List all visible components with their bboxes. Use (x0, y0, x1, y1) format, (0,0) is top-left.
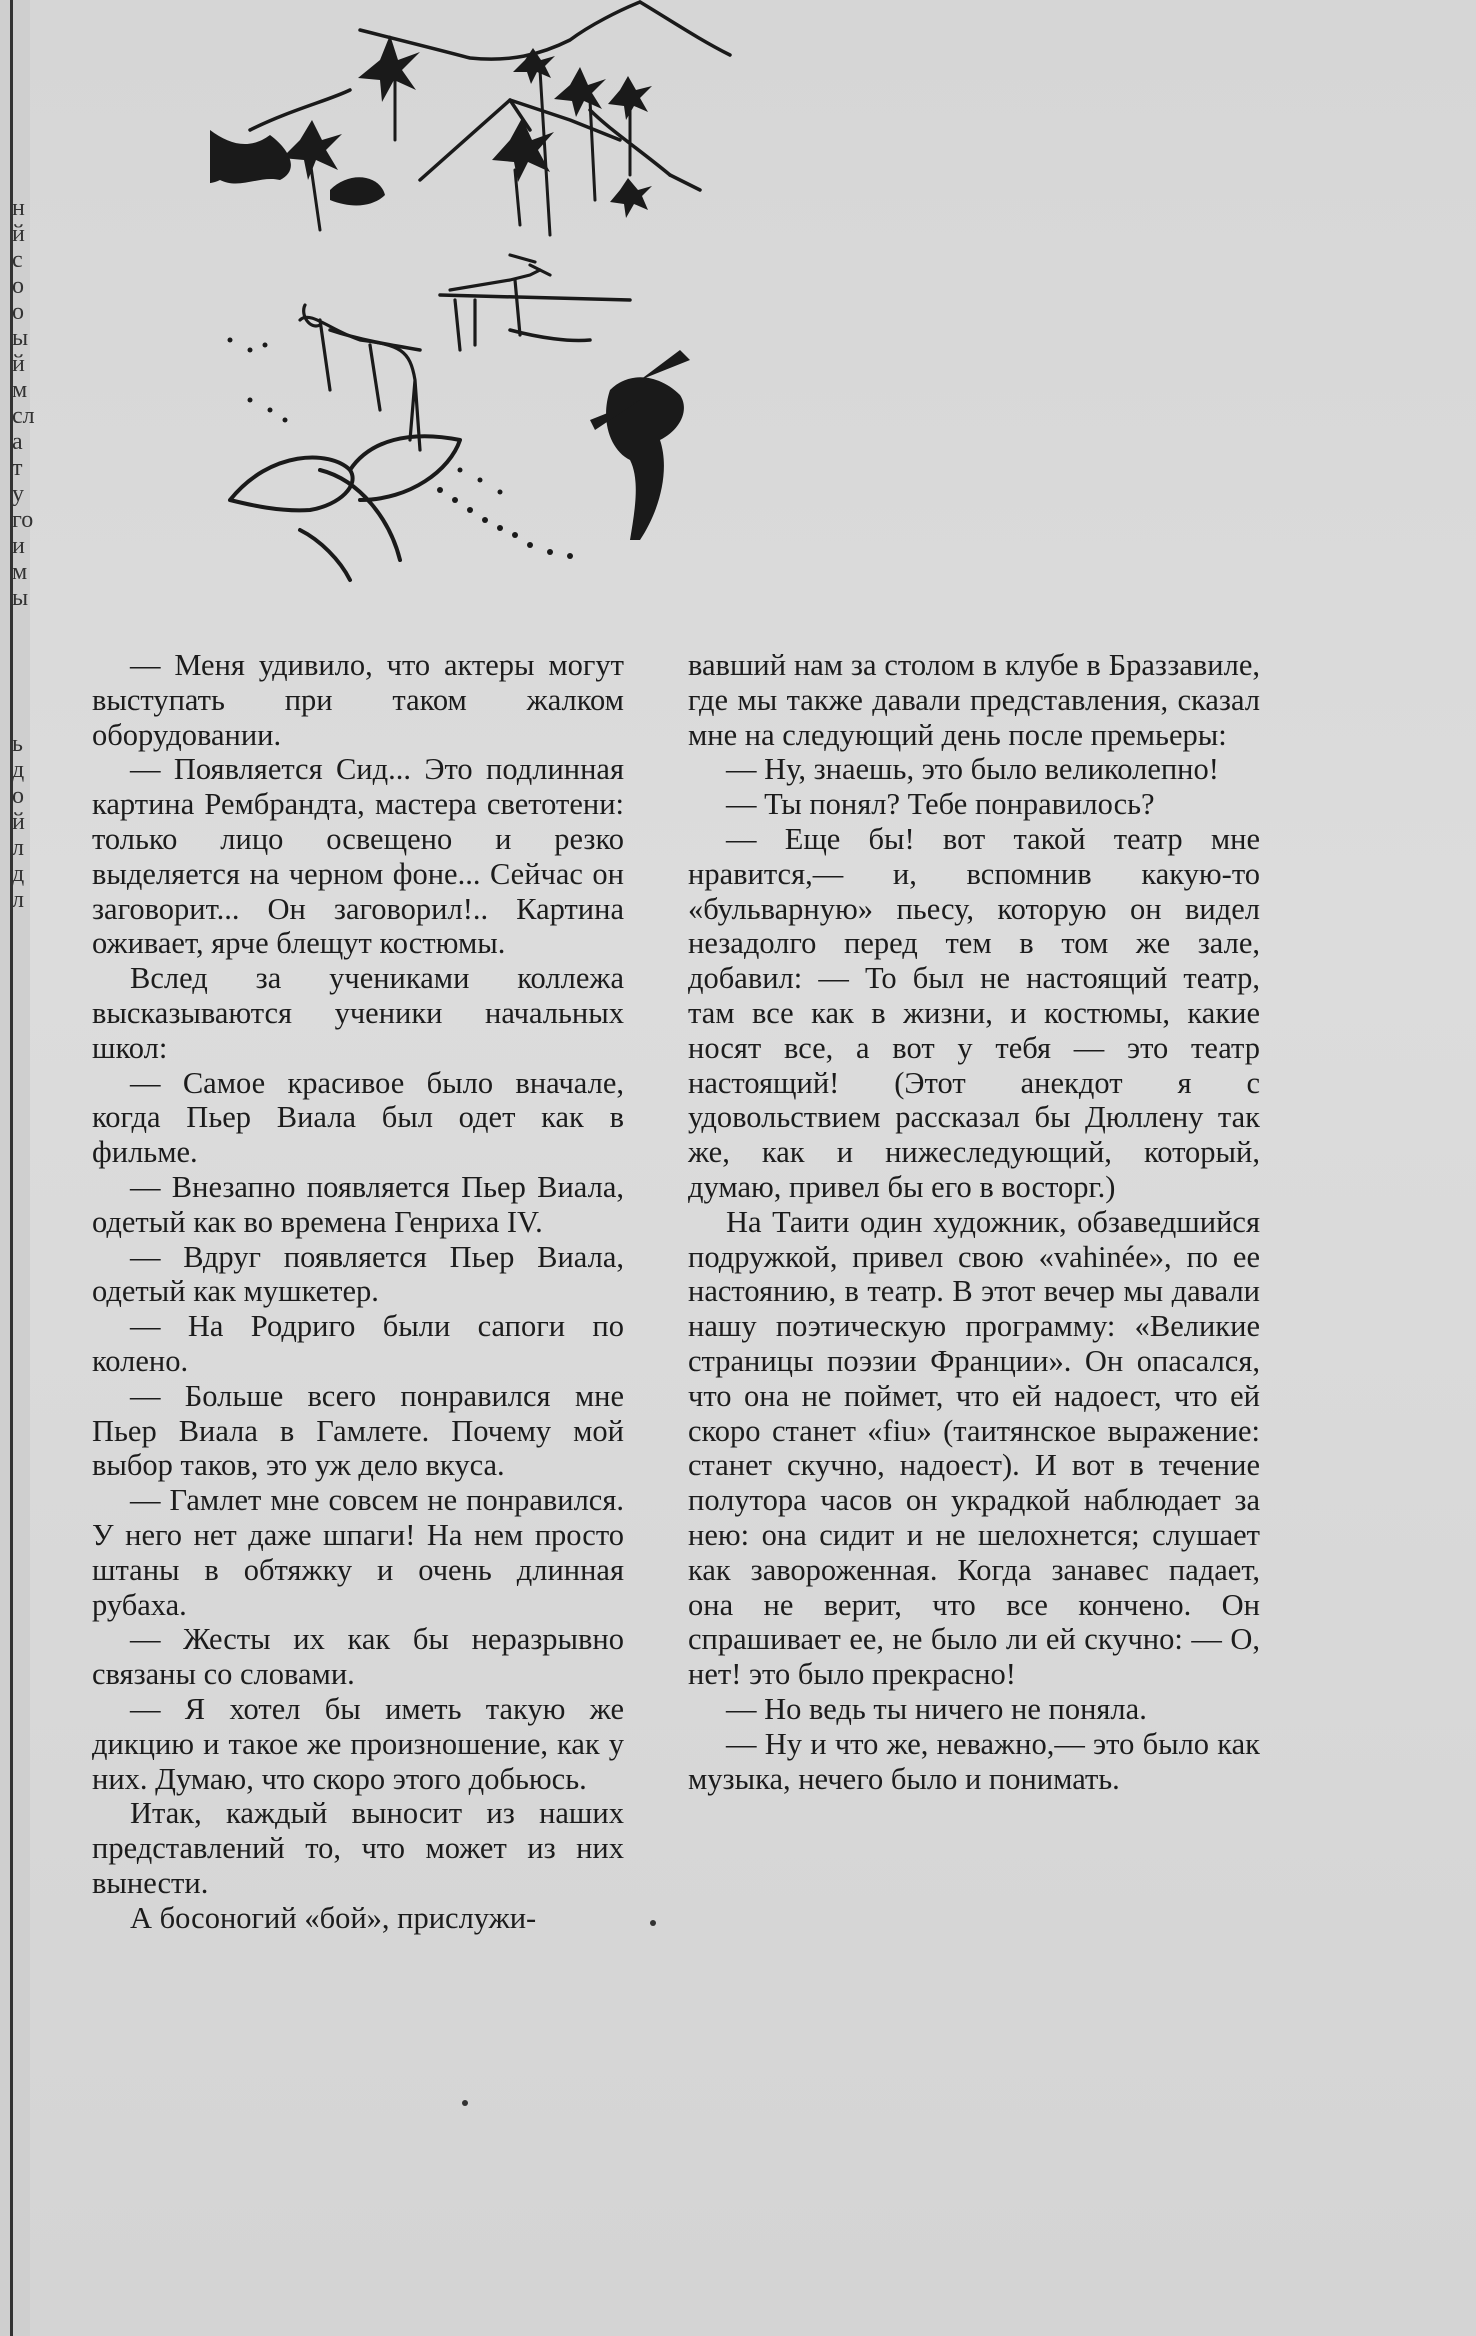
paragraph: — Гамлет мне совсем не понравился. У него нет даже шпаги! На нем просто штаны в обтяжку и очень длинная рубаха. (92, 1483, 624, 1622)
edge-fragment-char: м (12, 377, 28, 403)
edge-fragment-char: л (12, 887, 24, 913)
edge-fragment-char: й (12, 809, 25, 835)
edge-fragment-char: у (12, 481, 24, 507)
paragraph: — На Родриго были сапоги по колено. (92, 1309, 624, 1378)
left-text-column (92, 648, 624, 1935)
paragraph: — Но ведь ты ничего не поняла. (726, 1691, 1147, 1726)
edge-fragment-char: н (12, 195, 25, 221)
paragraph: — Внезапно появляется Пьер Виала, одетый как во времена Генриха IV. (92, 1169, 624, 1239)
paragraph: — Жесты их как бы неразрывно связаны со словами. (92, 1622, 624, 1692)
print-speck (462, 2100, 468, 2106)
paragraph: Итак, каждый выносит из наших представлений то, что может из них вынести. (92, 1796, 624, 1900)
edge-fragment-char: о (12, 273, 24, 299)
paragraph: — Ты понял? Тебе понравилось? (726, 787, 1155, 822)
edge-fragment-char: й (12, 351, 25, 377)
edge-fragment-char: сл (12, 403, 35, 429)
paragraph: — Больше всего понравился мне Пьер Виала в Гамлете. Почему мой выбор таков, это уж дело вкуса. (92, 1378, 624, 1483)
edge-fragment-char: ь (12, 731, 23, 757)
edge-fragment-char: т (12, 455, 23, 481)
paragraph: А босоногий «бой», прислужи- (130, 1900, 537, 1935)
edge-fragment-char: м (12, 559, 28, 585)
edge-fragment-char: д (12, 861, 25, 887)
paragraph: На Таити один художник, обзаведшийся подружкой, привел свою «vahinée», по ее настоянию, в театр. В этот вечер мы давали нашу поэтическую программу: «Великие страницы поэзии Франции». Он опасался, что она не поймет, что ей надоест, что ей скоро станет «fiu» (таитянское выражение: станет скучно, надоест). И вот в течение полутора часов он украдкой наблюдает за нею: она сидит и не шелохнется; слушает как завороженная. Когда занавес падает, она не верит, что все кончено. Он спрашивает ее, не было ли ей скучно: — О, нет! это было прекрасно! (688, 1204, 1260, 1692)
adjacent-page-text-fragment (12, 195, 34, 913)
edge-fragment-char: о (12, 783, 24, 809)
edge-fragment-char: го (12, 507, 34, 533)
paragraph: — Еще бы! вот такой театр мне нравится,— и, вспомнив какую-то «бульварную» пьесу, которую он видел незадолго перед тем в том же зале, добавил: — То был не настоящий театр, там все как в жизни, и костюмы, какие носят все, а вот у тебя — это театр настоящий! (Этот анекдот я с удовольствием рассказал бы Дюллену так же, как и нижеследующий, который, думаю, привел бы его в восторг.) (688, 821, 1260, 1204)
paragraph: — Самое красивое было вначале, когда Пьер Виала был одет как в фильме. (92, 1065, 624, 1170)
paragraph: вавший нам за столом в клубе в Браззавиле, где мы также давали представления, сказал мне на следующий день после премьеры: (688, 648, 1260, 752)
edge-fragment-char: ы (12, 325, 29, 351)
edge-fragment-char: с (12, 247, 23, 273)
print-speck (650, 1920, 656, 1926)
edge-fragment-char: ы (12, 585, 29, 611)
tahiti-landscape-sketch-icon (210, 0, 1130, 600)
right-text-column (688, 648, 1260, 1796)
paragraph: Вслед за учениками коллежа высказываются ученики начальных школ: (92, 961, 624, 1065)
edge-fragment-char: й (12, 221, 25, 247)
paragraph: — Ну, знаешь, это было великолепно! (726, 752, 1219, 787)
edge-fragment-char: а (12, 429, 23, 455)
edge-fragment-char: л (12, 835, 24, 861)
paragraph: — Я хотел бы иметь такую же дикцию и такое же произношение, как у них. Думаю, что скоро этого добьюсь. (92, 1691, 624, 1796)
edge-fragment-char: д (12, 757, 25, 783)
edge-fragment-char: и (12, 533, 25, 559)
paragraph: — Меня удивило, что актеры могут выступать при таком жалком оборудовании. (92, 648, 624, 752)
paragraph: — Ну и что же, неважно,— это было как музыка, нечего было и понимать. (688, 1726, 1260, 1796)
paragraph: — Появляется Сид... Это подлинная картина Рембрандта, мастера светотени: только лицо освещено и резко выделяется на черном фоне... Сейчас он заговорит... Он заговорил!.. Картина оживает, ярче блещут костюмы. (92, 752, 624, 961)
edge-fragment-char: о (12, 299, 24, 325)
paragraph: — Вдруг появляется Пьер Виала, одетый как мушкетер. (92, 1239, 624, 1309)
